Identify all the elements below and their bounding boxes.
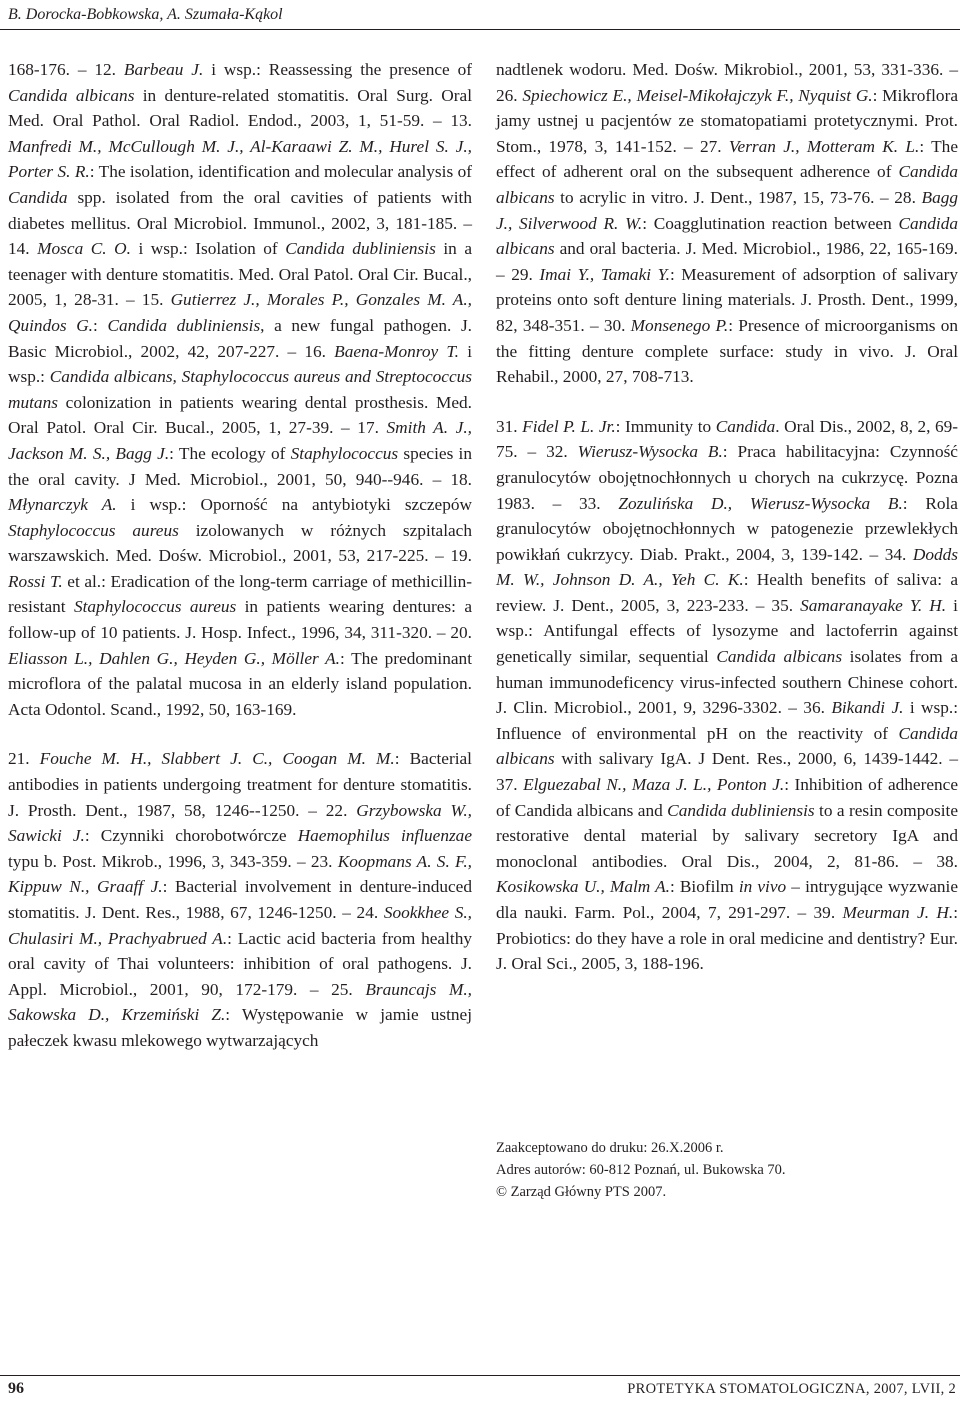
- italic-segment: Candida dubliniensis: [107, 315, 261, 335]
- italic-segment: Candida dubliniensis: [285, 239, 436, 259]
- text-segment: : Bacterial involvement in denture-induced stomatitis. J. Dent. Res., 1988, 67, 1246-1250. – 24.: [8, 877, 472, 922]
- text-segment: : The isolation, identification and molecular analysis of: [89, 162, 472, 182]
- author-address: Adres autorów: 60-812 Poznań, ul. Bukowska 70.: [496, 1162, 786, 1178]
- text-segment: in denture-related stomatitis. Oral Surg. Oral Med. Oral Pathol. Oral Radiol. Endod., 2003, 1, 51-59. – 13.: [8, 85, 472, 131]
- text-segment: : Health benefits of saliva: a review. J. Dent., 2005, 3, 223-233. – 35.: [496, 570, 959, 615]
- italic-segment: Candida albicans: [496, 723, 958, 769]
- italic-segment: Staphylococcus: [290, 443, 399, 463]
- italic-segment: Fouche M. H., Slabbert J. C., Coogan M. M.: [39, 749, 395, 769]
- text-segment: to a resin composite restorative dental material by salivary secretory IgA and monoclonal antibodies. Oral Dis., 2004, 2, 81-86. – 38.: [496, 800, 958, 871]
- italic-segment: Sookkhee S., Chulasiri M., Prachyabrued A.: [8, 903, 472, 948]
- italic-segment: Monsenego P.: [630, 315, 729, 335]
- text-segment: to acrylic in vitro. J. Dent., 1987, 15, 73-76. – 28.: [554, 187, 922, 207]
- text-segment: : Występowanie w jamie ustnej pałeczek kwasu mlekowego wytwarzających: [8, 1005, 472, 1050]
- text-segment: 21.: [8, 749, 40, 769]
- header-rule: [0, 29, 960, 30]
- italic-segment: Fidel P. L. Jr.: [522, 416, 616, 436]
- text-segment: – intrygujące wyzwanie dla nauki. Farm. Pol., 2004, 7, 291-297. – 39.: [496, 877, 958, 922]
- italic-segment: Bagg J., Silverwood R. W.: [496, 187, 958, 233]
- italic-segment: Candida: [8, 187, 68, 207]
- italic-segment: Młynarczyk A.: [8, 495, 117, 515]
- text-segment: 168-176. – 12.: [8, 60, 124, 79]
- text-segment: : The ecology of: [169, 443, 291, 463]
- italic-segment: Grzybowska W., Sawicki J.: [8, 800, 472, 846]
- text-segment: and oral bacteria. J. Med. Microbiol., 1986, 22, 165-169. – 29.: [496, 239, 958, 284]
- journal-name: PROTETYKA STOMATOLOGICZNA, 2007, LVII, 2: [627, 1381, 956, 1397]
- italic-segment: Rossi T.: [8, 571, 63, 591]
- text-segment: with salivary IgA. J Dent. Res., 2000, 6, 1439-1442. – 37.: [496, 749, 958, 795]
- italic-segment: Verran J., Motteram K. L.: [728, 136, 920, 156]
- text-segment: i wsp.: Influence of environmental pH on the reactivity of: [496, 698, 959, 743]
- text-segment: in a teenager with denture stomatitis. Med. Oral Patol. Oral Cir. Bucal., 2005, 1, 28-31. – 15.: [8, 239, 472, 310]
- italic-segment: Manfredi M., McCullough M. J., Al-Karaawi Z. M., Hurel S. J., Porter S. R.: [8, 136, 472, 182]
- text-segment: i wsp.: Antifungal effects of lysozyme and lactoferrin against genetically similar, sequential: [496, 595, 958, 667]
- italic-segment: Meurman J. H.: [842, 903, 954, 922]
- italic-segment: Zozulińska D., Wierusz-Wysocka B.: [618, 493, 903, 513]
- italic-segment: Elguezabal N., Maza J. L., Ponton J.: [523, 775, 785, 795]
- running-head-authors: B. Dorocka-Bobkowska, A. Szumała-Kąkol: [8, 6, 283, 23]
- text-segment: colonization in patients wearing dental prosthesis. Med. Oral Patol. Oral Cir. Bucal., 2005, 1, 27-39. – 17.: [8, 392, 472, 438]
- right-column: [496, 57, 958, 977]
- text-segment: typu b. Post. Mikrob., 1996, 3, 343-359. – 23.: [8, 851, 338, 871]
- text-segment: izolowanych w różnych szpitalach warszawskich. Med. Dośw. Microbiol., 2001, 53, 217-225. – 19.: [8, 520, 472, 566]
- left-column: [8, 57, 472, 1054]
- italic-segment: Haemophilus influenzae: [297, 826, 472, 846]
- text-segment: i wsp.:: [8, 341, 472, 387]
- reference-paragraph: [496, 57, 958, 390]
- text-segment: species in the oral cavity. J Med. Microbiol., 2001, 50, 940--946. – 18.: [8, 443, 472, 489]
- italic-segment: Imai Y., Tamaki Y.: [539, 264, 670, 284]
- text-segment: : Immunity to: [615, 416, 716, 436]
- acceptance-note: [496, 1137, 786, 1203]
- text-segment: , a new fungal pathogen. J. Basic Microbiol., 2002, 42, 207-227. – 16.: [8, 315, 472, 361]
- text-segment: et al.: Eradication of the long-term carriage of methicillin-resistant: [8, 571, 472, 617]
- italic-segment: Staphylococcus aureus: [73, 597, 237, 617]
- italic-segment: Kosikowska U., Malm A.: [496, 877, 670, 897]
- italic-segment: Candida albicans: [496, 213, 958, 259]
- italic-segment: Staphylococcus aureus: [8, 520, 179, 540]
- italic-segment: Smith A. J., Jackson M. S., Bagg J.: [8, 418, 472, 463]
- italic-segment: Candida dubliniensis: [667, 800, 815, 820]
- accepted-date: Zaakceptowano do druku: 26.X.2006 r.: [496, 1140, 724, 1156]
- italic-segment: Mosca C. O.: [37, 239, 131, 259]
- text-segment: : Inhibition of adherence of Candida albicans and: [496, 775, 959, 820]
- footer-rule: [0, 1375, 960, 1376]
- text-segment: : Bacterial antibodies in patients undergoing treatment for denture stomatitis. J. Prosth. Dent., 1987, 58, 1246--1250. – 22.: [8, 749, 472, 820]
- italic-segment: Wierusz-Wysocka B.: [577, 442, 723, 462]
- italic-segment: Candida albicans, Staphylococcus aureus and Streptococcus mutans: [8, 367, 472, 412]
- text-segment: : Biofilm: [669, 877, 739, 897]
- text-segment: . Oral Dis., 2002, 8, 2, 69-75. – 32.: [496, 416, 959, 462]
- text-segment: : Czynniki chorobotwórcze: [84, 826, 298, 846]
- italic-segment: Gutierrez J., Morales P., Gonzales M. A., Quindos G.: [8, 290, 472, 335]
- reference-paragraph: [8, 57, 472, 722]
- reference-paragraph: [496, 414, 958, 977]
- text-segment: : Measurement of adsorption of salivary proteins onto soft denture lining materials. J. Prosth. Dent., 1999, 82, 348-351. – 30.: [496, 264, 958, 335]
- text-segment: : Mikroflora jamy ustnej u pacjentów ze stomatopatiami protetycznymi. Prot. Stom., 1978, 3, 141-152. – 27.: [496, 85, 959, 156]
- copyright-line: © Zarząd Główny PTS 2007.: [496, 1184, 667, 1200]
- text-segment: i wsp.: Reassessing the presence of: [203, 60, 472, 79]
- text-segment: : Presence of microorganisms on the fitting denture complete surface: study in vivo. J. Oral Rehabil., 2000, 27, 708-713.: [496, 315, 959, 387]
- italic-segment: Dodds M. W., Johnson D. A., Yeh C. K.: [496, 544, 958, 590]
- italic-segment: Baena-Monroy T.: [334, 341, 459, 361]
- italic-segment: Barbeau J.: [123, 60, 204, 79]
- text-segment: i wsp.: Oporność na antybiotyki szczepów: [116, 495, 472, 515]
- italic-segment: Candida albicans: [496, 162, 958, 207]
- text-segment: : The predominant microflora of the palatal mucosa in an elderly island population. Acta Odontol. Scand., 1992, 50, 163-169.: [8, 648, 472, 719]
- text-segment: i wsp.: Isolation of: [130, 239, 286, 259]
- italic-segment: Candida albicans: [716, 647, 843, 667]
- italic-segment: Samaranayake Y. H.: [800, 595, 947, 615]
- italic-segment: Eliasson L., Dahlen G., Heyden G., Möller A.: [8, 648, 340, 668]
- italic-segment: Candida: [715, 416, 776, 436]
- text-segment: in patients wearing dentures: a follow-up of 10 patients. J. Hosp. Infect., 1996, 34, 311-320. – 20.: [8, 597, 472, 643]
- text-segment: nadtlenek wodoru. Med. Dośw. Mikrobiol., 2001, 53, 331-336. – 26.: [496, 60, 958, 105]
- italic-segment: in vivo: [738, 877, 787, 897]
- text-segment: : Coagglutination reaction between: [642, 213, 899, 233]
- text-segment: : Lactic acid bacteria from healthy oral cavity of Thai volunteers: inhibition of oral pathogens. J. Appl. Microbiol., 2001, 90, 172-179. – 25.: [8, 928, 472, 999]
- text-segment: : The effect of adherent oral on the subsequent adherence of: [496, 136, 958, 182]
- italic-segment: Candida albicans: [8, 85, 135, 105]
- text-segment: : Probiotics: do they have a role in oral medicine and dentistry? Eur. J. Oral Sci., 2005, 3, 188-196.: [496, 903, 958, 974]
- text-segment: : Rola granulocytów obojętnochłonnych w patogenezie przewlekłych powikłań cukrzycy. Diab. Prakt., 2004, 3, 139-142. – 34.: [496, 493, 958, 564]
- text-segment: spp. isolated from the oral cavities of patients with diabetes mellitus. Oral Microbiol. Immunol., 2002, 3, 181-185. – 14.: [8, 187, 472, 259]
- italic-segment: Spiechowicz E., Meisel-Mikołajczyk F., Nyquist G.: [522, 85, 873, 105]
- italic-segment: Koopmans A. S. F., Kippuw N., Graaff J.: [8, 851, 473, 897]
- reference-paragraph: [8, 746, 472, 1053]
- text-segment: 31.: [496, 416, 523, 436]
- page-number: 96: [8, 1380, 24, 1397]
- italic-segment: Brauncajs M., Sakowska D., Krzemiński Z.: [8, 979, 472, 1025]
- italic-segment: Bikandi J.: [831, 698, 904, 718]
- text-segment: :: [93, 315, 108, 335]
- text-segment: isolates from a human immunodeficency virus-infected southern Chinese cohort. J. Clin. Microbiol., 2001, 9, 3296-3302. – 36.: [496, 647, 958, 718]
- text-segment: : Praca habilitacyjna: Czynność granulocytów obojętnochłonnych u chorych na cukrzycę. Pozna 1983. – 33.: [496, 442, 958, 513]
